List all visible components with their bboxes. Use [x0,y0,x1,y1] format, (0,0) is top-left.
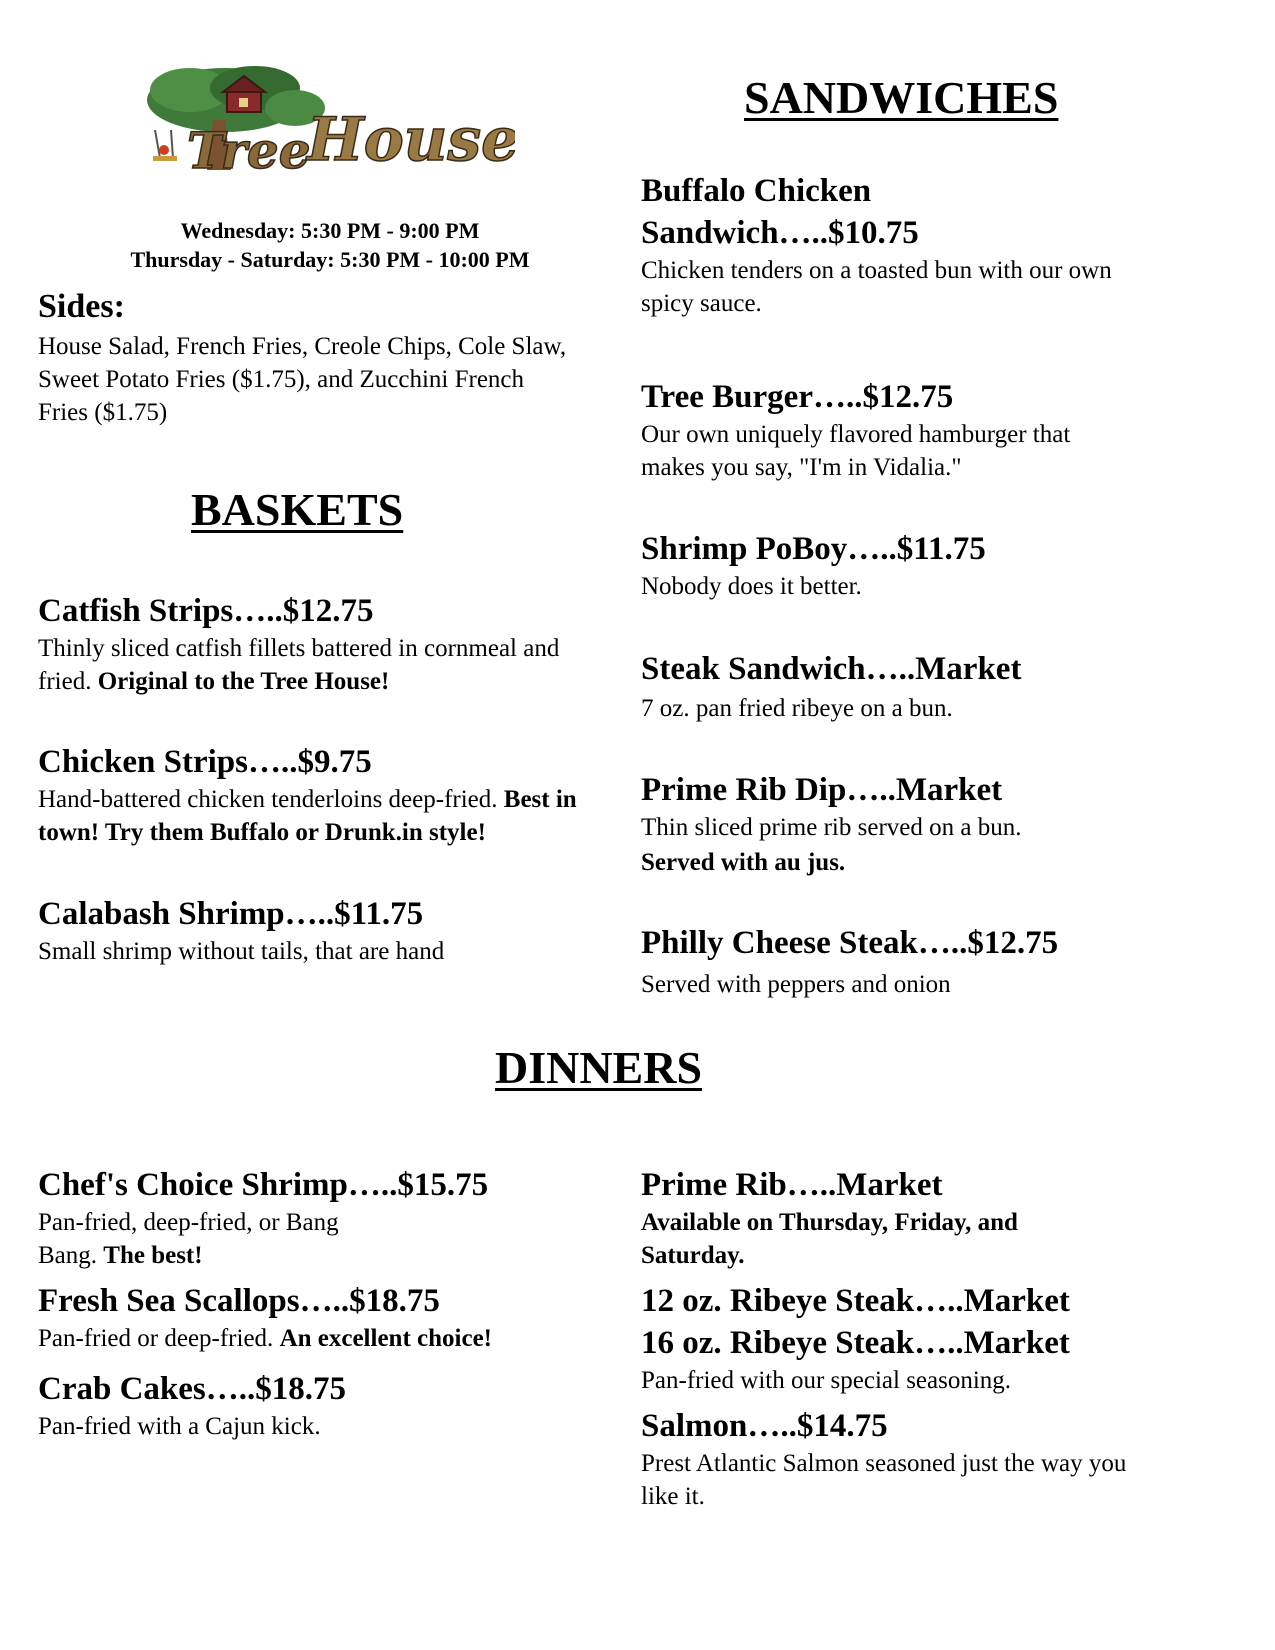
sandwich-item [641,769,1161,879]
sandwich-item-desc: Thin sliced prime rib served on a bun. [641,814,1022,841]
sandwich-item-title: Philly Cheese Steak…..$12.75 [641,925,1059,961]
hours [40,216,620,274]
sandwich-item-desc: Chicken tenders on a toasted bun with our own spicy sauce. [641,257,1112,317]
basket-item-title: Chicken Strips…..$9.75 [38,744,372,780]
dinners-title: DINNERS [495,1042,703,1093]
sandwich-item-desc: Nobody does it better. [641,573,862,600]
dinner-item [38,1164,578,1272]
dinner-item-title: Crab Cakes…..$18.75 [38,1371,347,1407]
sandwiches-title: SANDWICHES [744,72,1059,123]
treehouse-logo [135,60,515,185]
sandwich-item-desc: 7 oz. pan fried ribeye on a bun. [641,695,953,722]
sandwich-item [641,922,1161,1001]
sandwich-item [641,648,1161,725]
sandwich-item [641,528,1161,603]
sandwich-item-title: Shrimp PoBoy…..$11.75 [641,531,986,567]
basket-item [38,590,578,698]
dinner-item-title: 12 oz. Ribeye Steak…..Market [641,1283,1070,1319]
basket-item-desc-bold: Best in town! Try them Buffalo or Drunk.in style! [38,786,577,846]
basket-item-title: Catfish Strips…..$12.75 [38,593,374,629]
dinner-item-title: Prime Rib…..Market [641,1167,943,1203]
dinner-item-title: Fresh Sea Scallops…..$18.75 [38,1283,440,1319]
sandwich-item [641,170,1161,320]
dinner-item [38,1368,578,1443]
dinner-item-desc-bold: An excellent choice! [279,1325,492,1352]
sandwich-item-desc: Served with peppers and onion [641,971,951,998]
sides-section [38,288,578,429]
basket-item-desc: Hand-battered chicken tenderloins deep-fried. [38,786,498,813]
dinner-item-desc-bold: The best! [103,1242,203,1269]
sandwich-item-title: Sandwich…..$10.75 [641,215,919,251]
svg-text:Tree: Tree [187,121,311,180]
hours-line-1: Wednesday: 5:30 PM - 9:00 PM [180,218,480,243]
sandwich-item-title: Prime Rib Dip…..Market [641,772,1003,808]
dinner-item-desc-bold: Available on Thursday, Friday, and Saturday. [641,1209,1018,1269]
dinner-item-desc: Pan-fried, deep-fried, or Bang Bang. [38,1209,339,1269]
sandwich-item-title: Steak Sandwich…..Market [641,651,1022,687]
basket-item-desc-bold: Original to the Tree House! [97,668,390,695]
hours-line-2: Thursday - Saturday: 5:30 PM - 10:00 PM [130,247,530,272]
sandwich-item-desc: Our own uniquely flavored hamburger that makes you say, "I'm in Vidalia." [641,421,1071,481]
dinner-item [641,1405,1161,1513]
basket-item [38,741,578,849]
basket-item [38,893,578,968]
sides-text: House Salad, French Fries, Creole Chips, Cole Slaw, Sweet Potato Fries ($1.75), and Zucchini French Fries ($1.75) [38,333,567,426]
basket-item-title: Calabash Shrimp…..$11.75 [38,896,424,932]
sandwich-item-desc-bold: Served with au jus. [641,849,846,876]
baskets-title: BASKETS [191,484,404,535]
sides-title: Sides: [38,288,125,325]
sandwich-item [641,376,1161,484]
dinner-item [641,1164,1161,1272]
dinner-item [38,1280,598,1355]
sandwich-item-title: Buffalo Chicken [641,173,872,209]
basket-item-desc: Thinly sliced catfish fillets battered in cornmeal and fried. [38,635,560,695]
dinner-item-desc: Pan-fried with a Cajun kick. [38,1413,321,1440]
basket-item-desc: Small shrimp without tails, that are hand [38,938,445,965]
dinner-item-title: Chef's Choice Shrimp…..$15.75 [38,1167,489,1203]
dinner-item-title: 16 oz. Ribeye Steak…..Market [641,1325,1070,1361]
logo-image [135,60,515,185]
dinner-item-desc: Pan-fried or deep-fried. [38,1325,274,1352]
sandwich-item-title: Tree Burger…..$12.75 [641,379,954,415]
dinner-item-desc: Prest Atlantic Salmon seasoned just the way you like it. [641,1450,1127,1510]
dinner-item-desc: Pan-fried with our special seasoning. [641,1367,1012,1394]
svg-text:House: House [307,105,515,175]
dinner-item-title: Salmon…..$14.75 [641,1408,888,1444]
dinner-item [641,1280,1161,1397]
